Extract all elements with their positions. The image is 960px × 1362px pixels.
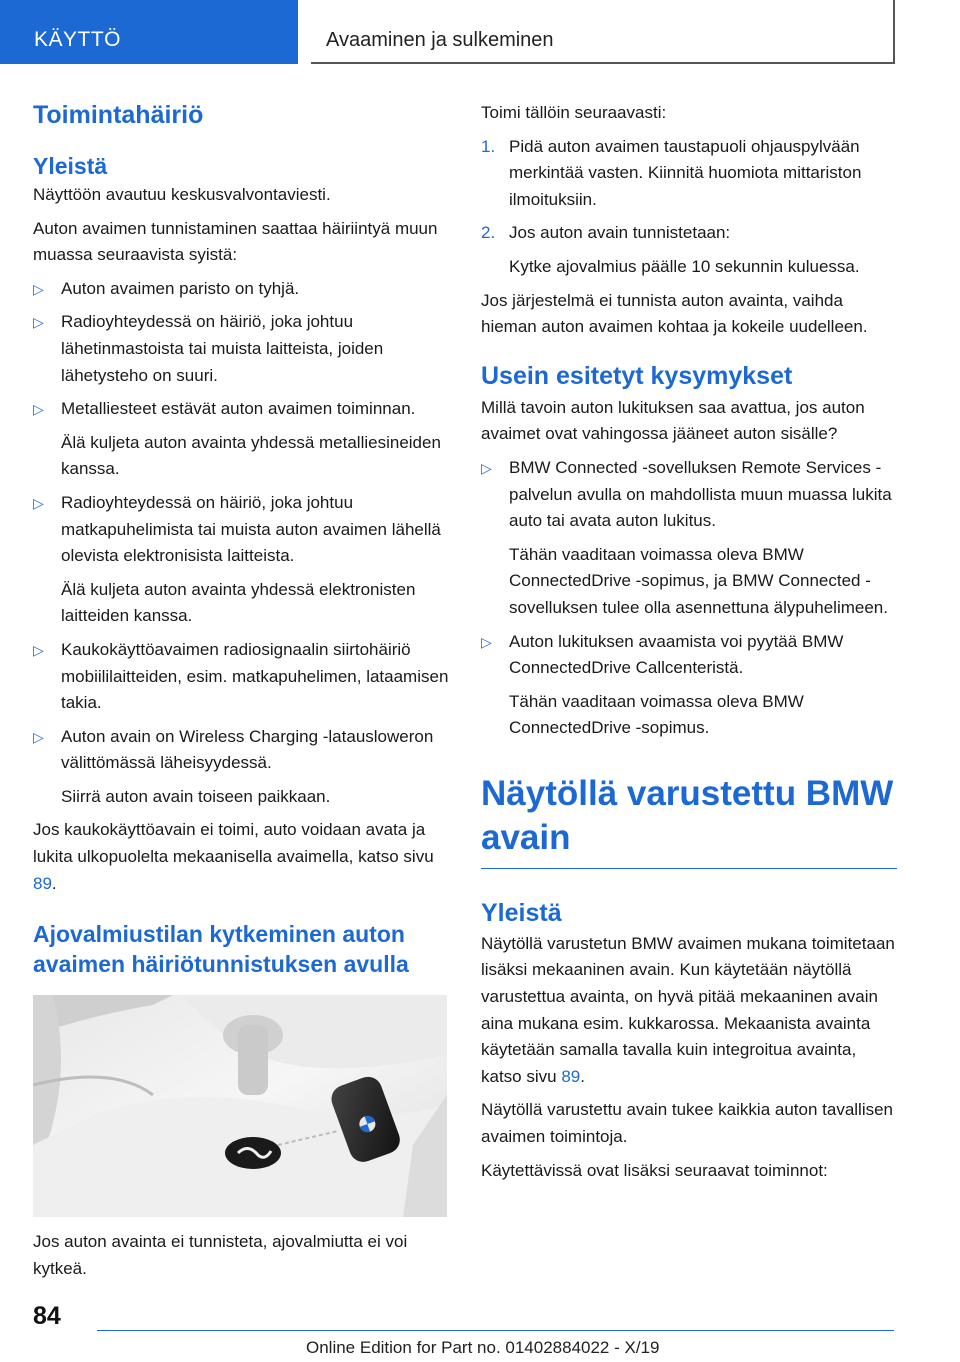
triangle-bullet-icon: ▷ <box>33 728 44 745</box>
display-paragraph-3: Käytettävissä ovat lisäksi seuraavat toiminnot: <box>481 1160 828 1180</box>
steps-list <box>481 134 897 281</box>
step-number: 1. <box>481 136 496 156</box>
display-paragraph-2: Näytöllä varustettu avain tukee kaikkia auton tavallisen avaimen toimintoja. <box>481 1100 894 1147</box>
triangle-bullet-icon: ▷ <box>33 280 44 297</box>
display-key-heading: Näytöllä varustettu BMW avain <box>481 772 897 869</box>
triangle-bullet-icon: ▷ <box>481 633 492 650</box>
page-number: 84 <box>33 1302 61 1330</box>
general-heading: Yleistä <box>33 153 108 179</box>
list-item: ▷ Auton lukituksen avaamista voi pyytää BMW ConnectedDrive Callcenteristä. Tähän vaaditaan voimassa oleva BMW ConnectedDrive -sopimus. <box>481 629 897 742</box>
causes-list <box>33 276 453 811</box>
key-at-steering-column-figure <box>33 995 447 1217</box>
triangle-bullet-icon: ▷ <box>33 314 44 331</box>
list-item: 2. Jos auton avain tunnistetaan: Kytke ajovalmius päälle 10 sekunnin kuluessa. <box>481 220 897 280</box>
list-item: ▷ Kaukokäyttöavaimen radiosignaalin siirtohäiriö mobiililaitteiden, esim. matkapuhelimen, lataamisen takia. <box>33 637 453 717</box>
page-link-89[interactable]: 89 <box>561 1066 581 1086</box>
triangle-bullet-icon: ▷ <box>33 494 44 511</box>
display-paragraph-1: Näytöllä varustetun BMW avaimen mukana toimitetaan lisäksi mekaaninen avain. Kun käytetään näytöllä varustettua avainta, on hyvä pitää mekaaninen avain aina mukana esim. kukkarossa. Mekaanista avainta käytetään samalla tavalla kuin integroitua avainta, katso sivu 89. <box>481 933 895 1086</box>
page-link-89[interactable]: 89 <box>33 873 52 893</box>
header-section-tab <box>0 0 298 64</box>
retry-paragraph: Jos järjestelmä ei tunnista auton avainta, vaihda hieman auton avaimen kohtaa ja kokeile uudelleen. <box>481 290 868 337</box>
faq-heading: Usein esitetyt kysymykset <box>481 361 793 390</box>
list-item: ▷ Metalliesteet estävät auton avaimen toiminnan. Älä kuljeta auton avainta yhdessä metalliesineiden kanssa. <box>33 396 453 483</box>
list-item: ▷ Radioyhteydessä on häiriö, joka johtuu lähetinmastoista tai muista laitteista, joiden lähetysteho on suuri. <box>33 309 453 389</box>
faq-question: Millä tavoin auton lukituksen saa avattua, jos auton avaimet ovat vahingossa jääneet auton sisälle? <box>481 397 865 444</box>
general-paragraph-1: Näyttöön avautuu keskusvalvontaviesti. <box>33 185 331 204</box>
ignition-heading: Ajovalmiustilan kytkeminen auton avaimen häiriötunnistuksen avulla <box>33 921 409 978</box>
triangle-bullet-icon: ▷ <box>33 641 44 658</box>
step-number: 2. <box>481 223 496 243</box>
steps-intro: Toimi tällöin seuraavasti: <box>481 103 667 122</box>
footer-edition: Online Edition for Part no. 01402884022 - X/19 <box>306 1338 660 1357</box>
faq-answers-list <box>481 455 897 742</box>
list-item: ▷ BMW Connected -sovelluksen Remote Services -palvelun avulla on mahdollista muun muassa lukita auto tai avata auton lukitus. Tähän vaaditaan voimassa oleva BMW ConnectedDrive -sopimus, ja BMW Connected -sovelluksen tulee olla asennettuna älypuhelimeen. <box>481 455 897 622</box>
malfunction-heading: Toimintahäiriö <box>33 101 204 129</box>
list-item: 1. Pidä auton avaimen taustapuoli ohjauspylvään merkintää vasten. Kiinnitä huomiota mittariston ilmoituksiin. <box>481 134 897 214</box>
left-column <box>33 100 453 1289</box>
list-item: ▷ Auton avain on Wireless Charging -latausloweron välittömässä läheisyydessä. Siirrä auton avain toiseen paikkaan. <box>33 724 453 811</box>
header-chapter-label: Avaaminen ja sulkeminen <box>326 29 554 51</box>
list-item: ▷ Radioyhteydessä on häiriö, joka johtuu matkapuhelimista tai muista auton avaimen lähellä olevista elektronisista laitteista. Älä kuljeta auton avainta yhdessä elektronisten laitteiden kanssa. <box>33 490 453 630</box>
header-chapter-box <box>311 0 895 64</box>
triangle-bullet-icon: ▷ <box>481 459 492 476</box>
display-general-heading: Yleistä <box>481 898 562 927</box>
list-item: ▷ Auton avaimen paristo on tyhjä. <box>33 276 453 303</box>
general-paragraph-2: Auton avaimen tunnistaminen saattaa häiriintyä muun muassa seuraavista syistä: <box>33 218 438 265</box>
ignition-paragraph: Jos auton avainta ei tunnisteta, ajovalmiutta ei voi kytkeä. <box>33 1232 408 1278</box>
right-column <box>481 100 897 1191</box>
footer-divider <box>97 1330 894 1331</box>
header-section-label: KÄYTTÖ <box>34 28 122 51</box>
fallback-paragraph: Jos kaukokäyttöavain ei toimi, auto voidaan avata ja lukita ulkopuolelta mekaanisella avaimella, katso sivu 89. <box>33 820 434 893</box>
triangle-bullet-icon: ▷ <box>33 401 44 418</box>
key-illustration <box>33 995 447 1217</box>
